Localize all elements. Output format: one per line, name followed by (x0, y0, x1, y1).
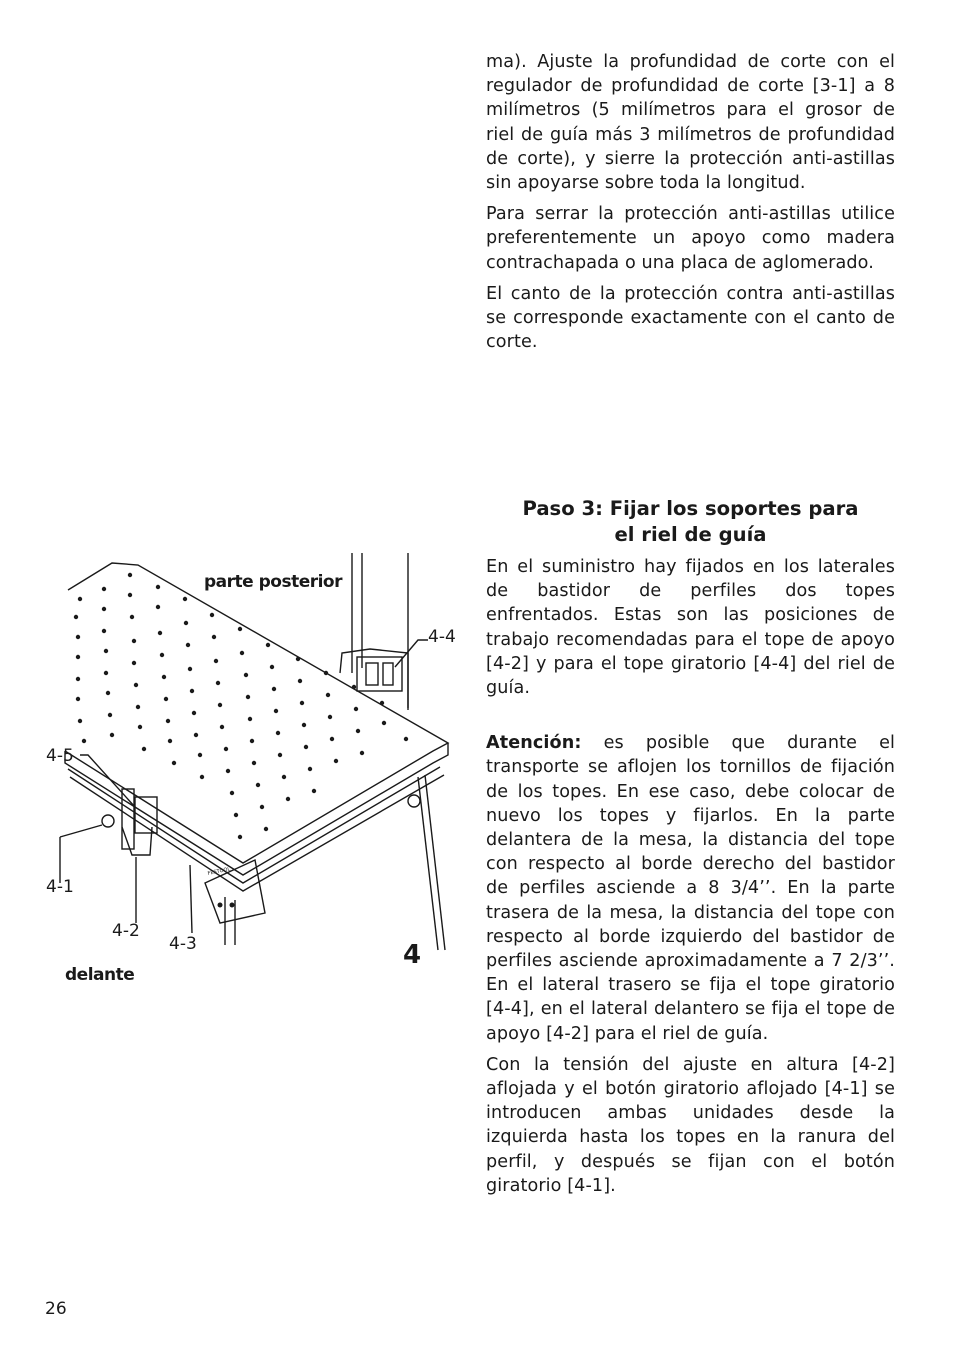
label-parte-posterior: parte posterior (204, 572, 342, 592)
paragraph: El canto de la protección contra anti-astillas se corresponde exactamente con el canto de corte. (486, 283, 895, 353)
section-heading-line-2: el riel de guía (614, 523, 767, 546)
attention-text: es posible que durante el transporte se aflojen los tornillos de fijación de los topes. En ese caso, debe colocar de nuevo los topes y fijarlos. En la parte delantera de la mesa, la distancia del tope con respecto al borde derecho del bastidor de perfiles asciende a 8 3/4’’. En la parte trasera de la mesa, la distancia del tope con respecto al borde izquierdo del bastidor de perfiles asciende aproximadamente a 7 2/3’’. En el lateral trasero se fija el tope giratorio [4-4], en el lateral delantero se fija el tope de apoyo [4-2] para el riel de guía. (486, 733, 895, 1044)
text-column-top (486, 50, 895, 361)
paragraph: Para serrar la protección anti-astillas utilice preferentemente un apoyo como madera contrachapada o una placa de aglomerado. (486, 204, 895, 273)
callout-4-5: 4-5 (46, 746, 74, 766)
callout-4-1: 4-1 (46, 877, 74, 897)
callout-4-2: 4-2 (112, 921, 140, 941)
callout-4-3: 4-3 (169, 934, 197, 954)
section-heading-line-1: Paso 3: Fijar los soportes para (522, 497, 859, 520)
attention-label: Atención: (486, 733, 582, 754)
text-column-bottom (486, 555, 895, 1205)
paragraph: En el suministro hay fijados en los laterales de bastidor de perfiles dos topes enfrentados. Estas son las posiciones de trabajo recomendadas para el tope de apoyo [4-2] y para el tope giratorio [4-4] del riel de guía. (486, 557, 895, 699)
paragraph: ma). Ajuste la profundidad de corte con el regulador de profundidad de corte [3-1] a 8 milímetros (5 milímetros para el grosor de riel de guía más 3 milímetros de profundidad de corte), y sierre la protección anti-astillas sin apoyarse sobre toda la longitud. (486, 52, 895, 194)
figure-4 (40, 545, 470, 990)
label-delante: delante (65, 965, 135, 985)
figure-number: 4 (403, 940, 422, 970)
table-illustration (40, 545, 470, 990)
brand-label: FESTOOL (207, 866, 231, 877)
page-number: 26 (45, 1299, 67, 1319)
section-heading (486, 496, 895, 548)
paragraph: Con la tensión del ajuste en altura [4-2] aflojada y el botón giratorio aflojado [4-1] se introducen ambas unidades desde la izquierda hasta los topes en la ranura del perfil, y después se fijan con el botón giratorio [4-1]. (486, 1054, 895, 1196)
attention-paragraph (486, 731, 895, 1046)
callout-4-4: 4-4 (428, 627, 456, 647)
